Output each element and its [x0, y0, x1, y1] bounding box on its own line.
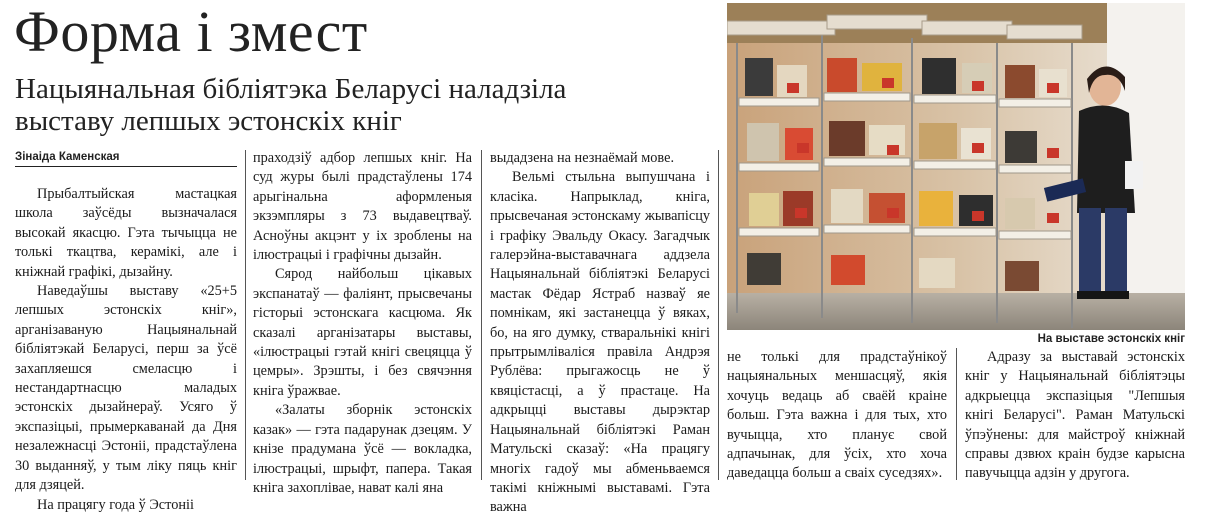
paragraph: выдадзена на незнаёмай мове.: [490, 150, 675, 166]
headline: Форма і змест: [14, 0, 368, 64]
paragraph: Наведаўшы выставу «25+5 лепшых эстонскіх кніг», арганізаваную Нацыянальнай бібліятэкай Беларусі, перш за ўсё захапляешся смеласцю і нестандартнасцю маладых эстонскіх дызайнераў. Усяго ў экспазіцыі, прымеркаванай да Дня незалежнасці Эстоніі, прадстаўлена 30 выданняў, у тым ліку пяць кніг для дзяцей.: [15, 283, 237, 494]
subheadline-line-2: выставу лепшых эстонскіх кніг: [15, 105, 402, 137]
article-column-1: [15, 185, 237, 515]
paragraph: праходзіў адбор лепшых кніг. На суд журы былі прадстаўлены 174 арыгінальна аформленыя экзэмпляры з 73 выдавецтваў. Асноўны акцэнт у іх зроблены на ілюстрацыі і графічны дызайн.: [253, 150, 472, 264]
column-rule: [956, 348, 957, 480]
column-rule: [718, 150, 719, 480]
column-rule: [481, 150, 482, 480]
column-rule: [245, 150, 246, 480]
photo-caption: На выставе эстонскіх кніг: [1037, 333, 1185, 345]
article-column-4: [727, 348, 947, 484]
article-column-2: [253, 149, 472, 498]
paragraph: Сярод найбольш цікавых экспанатаў — фаліянт, прысвечаны гісторыі эстонскага касцюма. Як сказалі арганізатары выставы, «ілюстрацыі гэтай кнігі свецяцца ў цемры». Зрэшты, і без свячэння кніга ўражвае.: [253, 266, 472, 399]
article-column-5: [965, 348, 1185, 484]
paragraph: Прыбалтыйская мастацкая школа заўсёды вызначалася высокай якасцю. Гэта тычыцца не толькі ткацтва, керамікі, але і кніжнай графікі, дызайну.: [15, 186, 237, 280]
exhibition-photo: [727, 3, 1185, 330]
subheadline-line-1: Нацыянальная бібліятэка Беларусі наладзіла: [15, 73, 567, 105]
paragraph: На працягу года ў Эстоніі: [37, 496, 194, 513]
paragraph: Адразу за выставай эстонскіх кніг у Нацыянальнай бібліятэцы адкрыецца экспазіцыя "Лепшыя кнігі Беларусі". Раман Матульскі ўпэўнены: для майстроў кніжнай справы дзвюх краін будзе карысна павучыцца адзін у другога.: [965, 349, 1185, 482]
subheadline: [15, 73, 715, 137]
paragraph: Вельмі стыльна выпушчана і класіка. Напрыклад, кніга, прысвечаная эстонскаму жывапісцу і графіку Эвальду Окасу. Загадчык галерэйна-выставачнага аддзела Нацыянальнай бібліятэкі Беларусі мастак Фёдар Ястраб назваў яе помнікам, які застанецца ў вяках, бо, на яго думку, стваральнікі кнігі прытрымліваліся правіла Андрэя Рублёва: прыгажосць не ў квяцістасці, а ў прастаце. На адкрыцці выставы дырэктар Нацыянальнай бібліятэкі Раман Матульскі сказаў: «На працягу многіх гадоў мы абменьваемся такімі кніжнымі выставамі. Гэта важна: [490, 169, 710, 516]
paragraph: не толькі для прадстаўнікоў нацыянальных меншасцяў, якія хочуць ведаць аб сваёй краіне больш. Гэта важна і для тых, хто вучыцца, хто планує свой адпачынак, для ўсіх, хто хоча даведацца больш а сваіх суседзях».: [727, 349, 947, 482]
article-column-3: [490, 149, 710, 518]
author-byline: Зінаіда Каменская: [15, 151, 237, 167]
paragraph: «Залаты зборнік эстонскіх казак» — гэта падарунак дзецям. У кнізе прадумана ўсё — вокладка, ілюстрацыі, шрыфт, папера. Такая кніга захоплівае, нават калі яна: [253, 402, 472, 496]
